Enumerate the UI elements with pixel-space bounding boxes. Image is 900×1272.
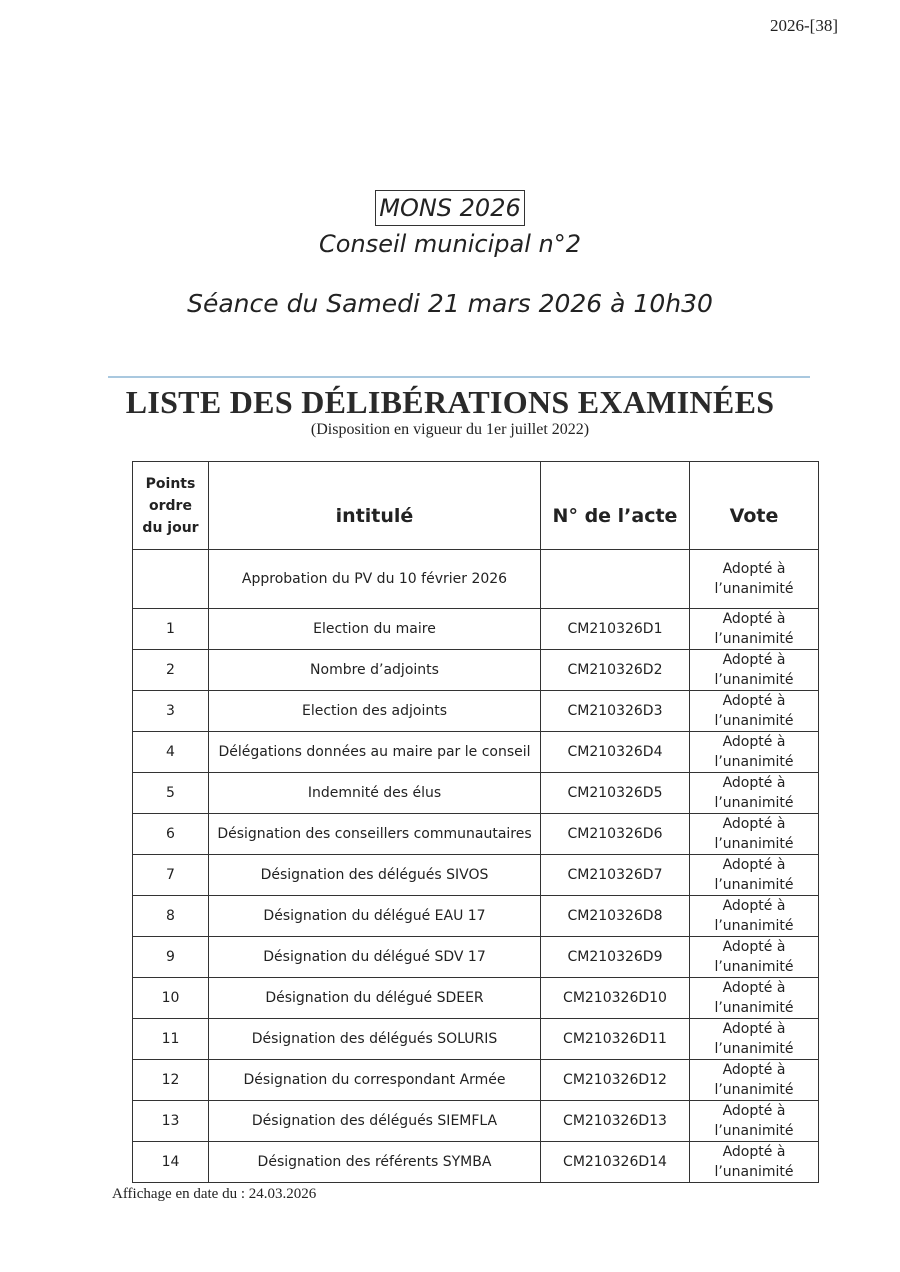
table-row	[133, 937, 819, 978]
cell-point: 13	[133, 1101, 209, 1142]
cell-intitule: Désignation des délégués SOLURIS	[209, 1019, 541, 1060]
table-row	[133, 773, 819, 814]
cell-point: 10	[133, 978, 209, 1019]
cell-point: 2	[133, 650, 209, 691]
vote-line: l’unanimité	[714, 1041, 794, 1057]
conseil-title: Conseil municipal n°2	[319, 230, 581, 258]
cell-vote	[690, 550, 819, 609]
vote-line: Adopté à	[722, 1062, 786, 1078]
cell-acte: CM210326D5	[541, 773, 690, 814]
cell-vote	[690, 691, 819, 732]
cell-vote	[690, 1101, 819, 1142]
cell-point: 1	[133, 609, 209, 650]
vote-line: Adopté à	[722, 898, 786, 914]
seance-date: Séance du Samedi 21 mars 2026 à 10h30	[187, 289, 713, 318]
vote-line: l’unanimité	[714, 877, 794, 893]
cell-point: 12	[133, 1060, 209, 1101]
vote-line: l’unanimité	[714, 1164, 794, 1180]
cell-intitule: Désignation des référents SYMBA	[209, 1142, 541, 1183]
cell-intitule: Nombre d’adjoints	[209, 650, 541, 691]
table-row	[133, 978, 819, 1019]
vote-line: l’unanimité	[714, 754, 794, 770]
cell-vote	[690, 855, 819, 896]
cell-vote	[690, 896, 819, 937]
cell-intitule: Approbation du PV du 10 février 2026	[209, 550, 541, 609]
commune-title: MONS 2026	[375, 190, 525, 226]
cell-acte: CM210326D6	[541, 814, 690, 855]
cell-point: 5	[133, 773, 209, 814]
cell-intitule: Election du maire	[209, 609, 541, 650]
cell-vote	[690, 814, 819, 855]
vote-line: l’unanimité	[714, 1123, 794, 1139]
cell-intitule: Désignation du délégué EAU 17	[209, 896, 541, 937]
cell-intitule: Désignation des conseillers communautaires	[209, 814, 541, 855]
vote-line: l’unanimité	[714, 1082, 794, 1098]
cell-vote	[690, 1142, 819, 1183]
column-header-points	[133, 462, 209, 550]
table-row	[133, 691, 819, 732]
cell-acte: CM210326D3	[541, 691, 690, 732]
vote-line: l’unanimité	[714, 631, 794, 647]
cell-vote	[690, 937, 819, 978]
cell-intitule: Délégations données au maire par le conseil	[209, 732, 541, 773]
vote-line: Adopté à	[722, 980, 786, 996]
cell-acte: CM210326D1	[541, 609, 690, 650]
vote-line: l’unanimité	[714, 795, 794, 811]
table-row	[133, 1060, 819, 1101]
cell-intitule: Désignation des délégués SIEMFLA	[209, 1101, 541, 1142]
vote-line: l’unanimité	[714, 959, 794, 975]
cell-point: 14	[133, 1142, 209, 1183]
column-header-intitule: intitulé	[209, 462, 541, 550]
table-row	[133, 855, 819, 896]
cell-vote	[690, 650, 819, 691]
cell-acte: CM210326D2	[541, 650, 690, 691]
table-body	[133, 550, 819, 1183]
list-title: LISTE DES DÉLIBÉRATIONS EXAMINÉES	[125, 384, 775, 420]
table-row	[133, 732, 819, 773]
table-row	[133, 814, 819, 855]
cell-acte: CM210326D7	[541, 855, 690, 896]
table-row	[133, 896, 819, 937]
cell-vote	[690, 1060, 819, 1101]
cell-acte	[541, 550, 690, 609]
table-header-row	[133, 462, 819, 550]
header-points-line: ordre	[149, 497, 192, 514]
affichage-date: Affichage en date du : 24.03.2026	[112, 1186, 317, 1202]
cell-acte: CM210326D14	[541, 1142, 690, 1183]
cell-point	[133, 550, 209, 609]
cell-acte: CM210326D4	[541, 732, 690, 773]
cell-acte: CM210326D12	[541, 1060, 690, 1101]
document-reference: 2026-[38]	[770, 16, 838, 35]
vote-line: l’unanimité	[714, 836, 794, 852]
cell-intitule: Désignation du délégué SDEER	[209, 978, 541, 1019]
table-row	[133, 550, 819, 609]
cell-vote	[690, 773, 819, 814]
vote-line: Adopté à	[722, 1103, 786, 1119]
cell-point: 6	[133, 814, 209, 855]
cell-point: 3	[133, 691, 209, 732]
cell-point: 11	[133, 1019, 209, 1060]
column-header-vote: Vote	[690, 462, 819, 550]
vote-line: l’unanimité	[714, 1000, 794, 1016]
vote-line: Adopté à	[722, 734, 786, 750]
cell-acte: CM210326D9	[541, 937, 690, 978]
cell-point: 4	[133, 732, 209, 773]
cell-intitule: Indemnité des élus	[209, 773, 541, 814]
table-row	[133, 1019, 819, 1060]
cell-acte: CM210326D11	[541, 1019, 690, 1060]
cell-intitule: Désignation du délégué SDV 17	[209, 937, 541, 978]
cell-intitule: Election des adjoints	[209, 691, 541, 732]
list-subtitle: (Disposition en vigueur du 1er juillet 2022)	[310, 421, 590, 438]
vote-line: Adopté à	[722, 816, 786, 832]
vote-line: Adopté à	[722, 775, 786, 791]
vote-line: l’unanimité	[714, 672, 794, 688]
vote-line: Adopté à	[722, 857, 786, 873]
vote-line: Adopté à	[722, 652, 786, 668]
cell-intitule: Désignation des délégués SIVOS	[209, 855, 541, 896]
cell-point: 9	[133, 937, 209, 978]
cell-vote	[690, 609, 819, 650]
cell-intitule: Désignation du correspondant Armée	[209, 1060, 541, 1101]
cell-vote	[690, 978, 819, 1019]
table-row	[133, 650, 819, 691]
vote-line: Adopté à	[722, 939, 786, 955]
vote-line: Adopté à	[722, 611, 786, 627]
vote-line: Adopté à	[722, 1144, 786, 1160]
vote-line: l’unanimité	[714, 713, 794, 729]
vote-line: l’unanimité	[714, 581, 794, 597]
header-points-line: du jour	[142, 519, 199, 536]
cell-vote	[690, 1019, 819, 1060]
vote-line: l’unanimité	[714, 918, 794, 934]
cell-point: 8	[133, 896, 209, 937]
column-header-acte: N° de l’acte	[541, 462, 690, 550]
cell-acte: CM210326D8	[541, 896, 690, 937]
table-row	[133, 1101, 819, 1142]
cell-acte: CM210326D10	[541, 978, 690, 1019]
cell-acte: CM210326D13	[541, 1101, 690, 1142]
cell-vote	[690, 732, 819, 773]
header-points-line: Points	[145, 475, 196, 492]
document-header	[0, 190, 900, 322]
separator-line	[108, 376, 810, 378]
cell-point: 7	[133, 855, 209, 896]
vote-line: Adopté à	[722, 1021, 786, 1037]
vote-line: Adopté à	[722, 693, 786, 709]
deliberations-table	[132, 461, 819, 1183]
table-row	[133, 609, 819, 650]
table-row	[133, 1142, 819, 1183]
vote-line: Adopté à	[722, 561, 786, 577]
